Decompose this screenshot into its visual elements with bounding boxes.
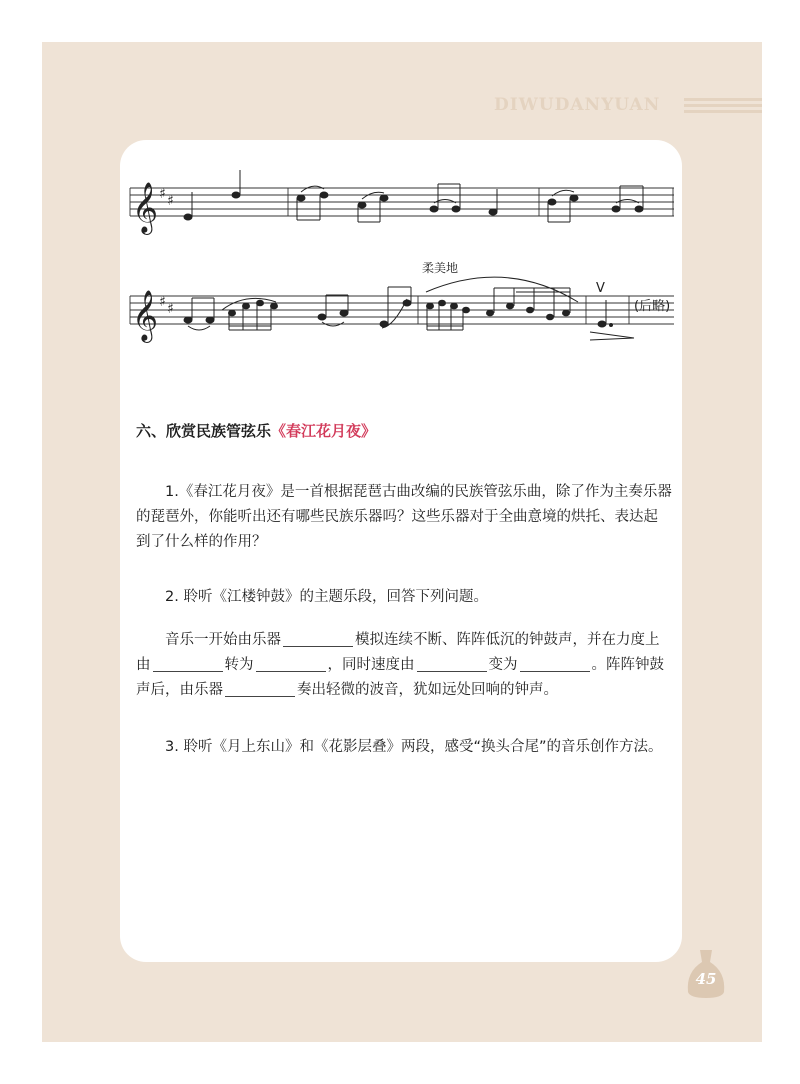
- page-number: 45: [695, 970, 717, 988]
- answer-blank[interactable]: [256, 655, 326, 672]
- fill-text: ，同时速度由: [327, 657, 415, 673]
- sharp-icon: ♯: [167, 193, 174, 209]
- fill-text: 奏出轻微的波音，犹如远处回响的钟声。: [297, 682, 558, 698]
- question-2-fill-paragraph: [136, 628, 672, 703]
- sharp-icon: ♯: [167, 301, 174, 317]
- question-2: 2. 聆听《江楼钟鼓》的主题乐段，回答下列问题。: [165, 589, 488, 605]
- bow-mark: V: [596, 281, 605, 296]
- fill-text: 。阵阵钟鼓声后，由乐器: [136, 657, 664, 698]
- question-3: 3. 聆听《月上东山》和《花影层叠》两段，感受“换头合尾”的音乐创作方法。: [165, 739, 663, 755]
- answer-blank[interactable]: [153, 655, 223, 672]
- question-1: 1.《春江花月夜》是一首根据琵琶古曲改编的民族管弦乐曲，除了作为主奏乐器的琵琶外，你能听出还有哪些民族乐器吗？这些乐器对于全曲意境的烘托、表达起到了什么样的作用？: [136, 484, 672, 550]
- music-score: [126, 162, 676, 352]
- section-heading-prefix: 六、欣赏民族管弦乐: [136, 422, 272, 440]
- sharp-icon: ♯: [159, 186, 166, 202]
- notes-line-2: [184, 287, 613, 330]
- page-number-badge: [686, 948, 726, 1000]
- section-heading: [136, 420, 376, 441]
- fill-text: 变为: [488, 657, 518, 673]
- answer-blank[interactable]: [225, 680, 295, 697]
- fill-text: 模拟连续不断、阵阵低沉的钟鼓声，并在力度上由: [136, 632, 660, 673]
- diminuendo-hairpin: [590, 332, 634, 340]
- expression-mark: 柔美地: [422, 261, 459, 275]
- answer-blank[interactable]: [520, 655, 590, 672]
- unit-header-title: DIWUDANYUAN: [494, 95, 661, 115]
- sharp-icon: ♯: [159, 294, 166, 310]
- staff-lines-1: [130, 188, 674, 216]
- treble-clef-icon: 𝄞: [132, 182, 159, 233]
- fill-text: 转为: [224, 657, 254, 673]
- answer-blank[interactable]: [283, 630, 353, 647]
- header-decoration-bars: [684, 98, 762, 114]
- section-heading-title: 《春江花月夜》: [271, 422, 377, 440]
- treble-clef-icon: 𝄞: [132, 290, 159, 341]
- answer-blank[interactable]: [417, 655, 487, 672]
- omitted-note: (后略): [634, 299, 671, 314]
- notes-line-1: [184, 170, 643, 222]
- fill-text: 音乐一开始由乐器: [165, 632, 281, 648]
